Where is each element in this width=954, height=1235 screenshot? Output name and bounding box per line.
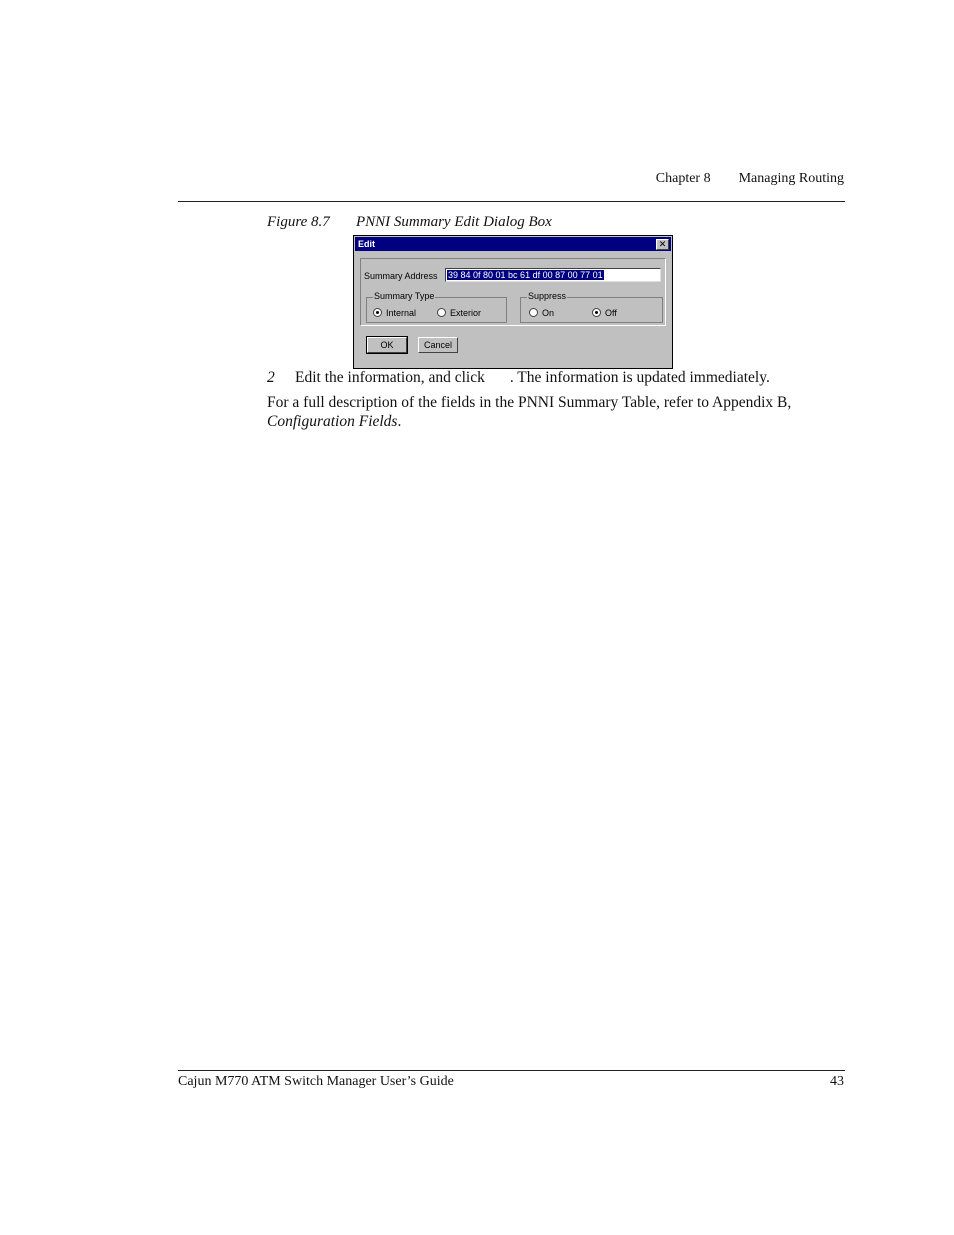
radio-on-label: On <box>542 308 555 318</box>
radio-unselected-icon <box>437 308 446 317</box>
footer-rule <box>178 1070 845 1071</box>
radio-off[interactable] <box>592 308 617 318</box>
suppress-group <box>520 291 663 323</box>
running-header <box>656 171 844 187</box>
ok-button[interactable]: OK <box>367 337 407 353</box>
appendix-reference: Configuration Fields <box>267 413 398 430</box>
radio-internal-label: Internal <box>386 308 417 318</box>
summary-address-value: 39 84 0f 80 01 bc 61 df 00 87 00 77 01 <box>448 270 603 280</box>
edit-dialog <box>353 235 673 369</box>
summary-address-input[interactable] <box>445 268 661 282</box>
figure-caption <box>267 214 552 231</box>
paragraph-end: . <box>397 413 402 430</box>
step-number: 2 <box>267 369 275 386</box>
suppress-legend: Suppress <box>528 291 567 301</box>
figure-number: Figure 8.7 <box>267 214 330 230</box>
close-icon[interactable]: ✕ <box>656 239 669 250</box>
radio-unselected-icon <box>529 308 538 317</box>
radio-selected-icon <box>373 308 382 317</box>
summary-address-label: Summary Address <box>364 271 438 281</box>
step-instruction <box>267 369 770 387</box>
radio-selected-icon <box>592 308 601 317</box>
radio-exterior-label: Exterior <box>450 308 482 318</box>
body-paragraph <box>267 393 847 431</box>
chapter-title: Managing Routing <box>738 171 844 186</box>
chapter-number: Chapter 8 <box>655 171 711 186</box>
radio-internal[interactable] <box>373 308 416 318</box>
radio-on[interactable] <box>529 308 554 318</box>
header-rule <box>178 201 845 202</box>
step-text-start: Edit the information, and click <box>295 369 485 386</box>
summary-type-legend: Summary Type <box>374 291 435 301</box>
footer-guide-title: Cajun M770 ATM Switch Manager User’s Guide <box>178 1074 454 1089</box>
radio-off-label: Off <box>605 308 617 318</box>
step-text-end: . The information is updated immediately. <box>509 369 770 386</box>
radio-exterior[interactable] <box>437 308 481 318</box>
cancel-button[interactable]: Cancel <box>418 337 458 353</box>
page-number: 43 <box>830 1074 844 1089</box>
figure-title: PNNI Summary Edit Dialog Box <box>356 214 552 230</box>
dialog-title: Edit <box>358 239 375 249</box>
summary-type-group <box>366 291 507 323</box>
dialog-titlebar <box>355 237 671 251</box>
paragraph-text: For a full description of the fields in the PNNI Summary Table, refer to Appendix B, <box>267 394 792 411</box>
